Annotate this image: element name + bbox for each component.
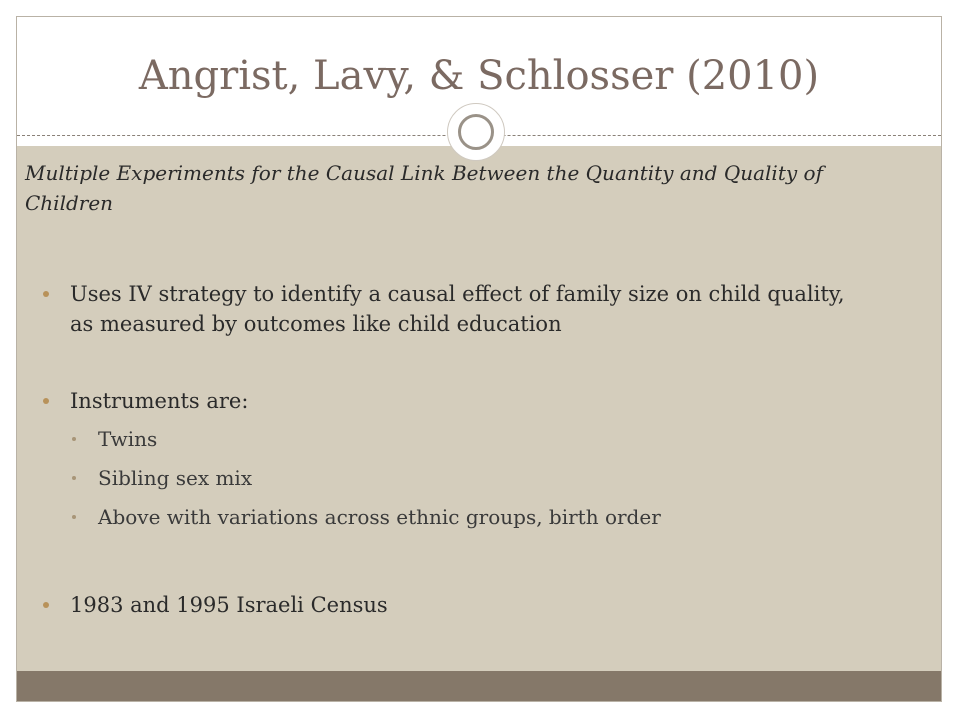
sub-bullet-text: Sibling sex mix [98, 466, 253, 490]
sub-bullet-dot-icon [72, 515, 76, 519]
bullet-item [70, 279, 850, 339]
bullet-text: 1983 and 1995 Israeli Census [70, 593, 388, 617]
slide-title: Angrist, Lavy, & Schlosser (2010) [138, 53, 820, 99]
sub-bullet-text: Above with variations across ethnic groups, birth order [98, 505, 661, 529]
sub-bullet-dot-icon [72, 437, 76, 441]
footer-bar [17, 671, 941, 702]
sub-bullet-text: Twins [98, 427, 158, 451]
bullet-text: Instruments are: [70, 389, 249, 413]
sub-bullet-item [98, 464, 838, 492]
bullet-dot-icon [43, 602, 49, 608]
sub-bullet-dot-icon [72, 476, 76, 480]
bullet-text: Uses IV strategy to identify a causal effect of family size on child quality, as measured by outcomes like child education [70, 282, 845, 336]
bullet-dot-icon [43, 291, 49, 297]
sub-bullet-item [98, 425, 838, 453]
sub-bullet-item [98, 503, 838, 531]
circle-ornament-icon [447, 103, 505, 161]
bullet-item [70, 386, 850, 416]
slide-subtitle: Multiple Experiments for the Causal Link Between the Quantity and Quality of Children [25, 161, 823, 215]
bullet-item [70, 590, 850, 620]
bullet-dot-icon [43, 398, 49, 404]
